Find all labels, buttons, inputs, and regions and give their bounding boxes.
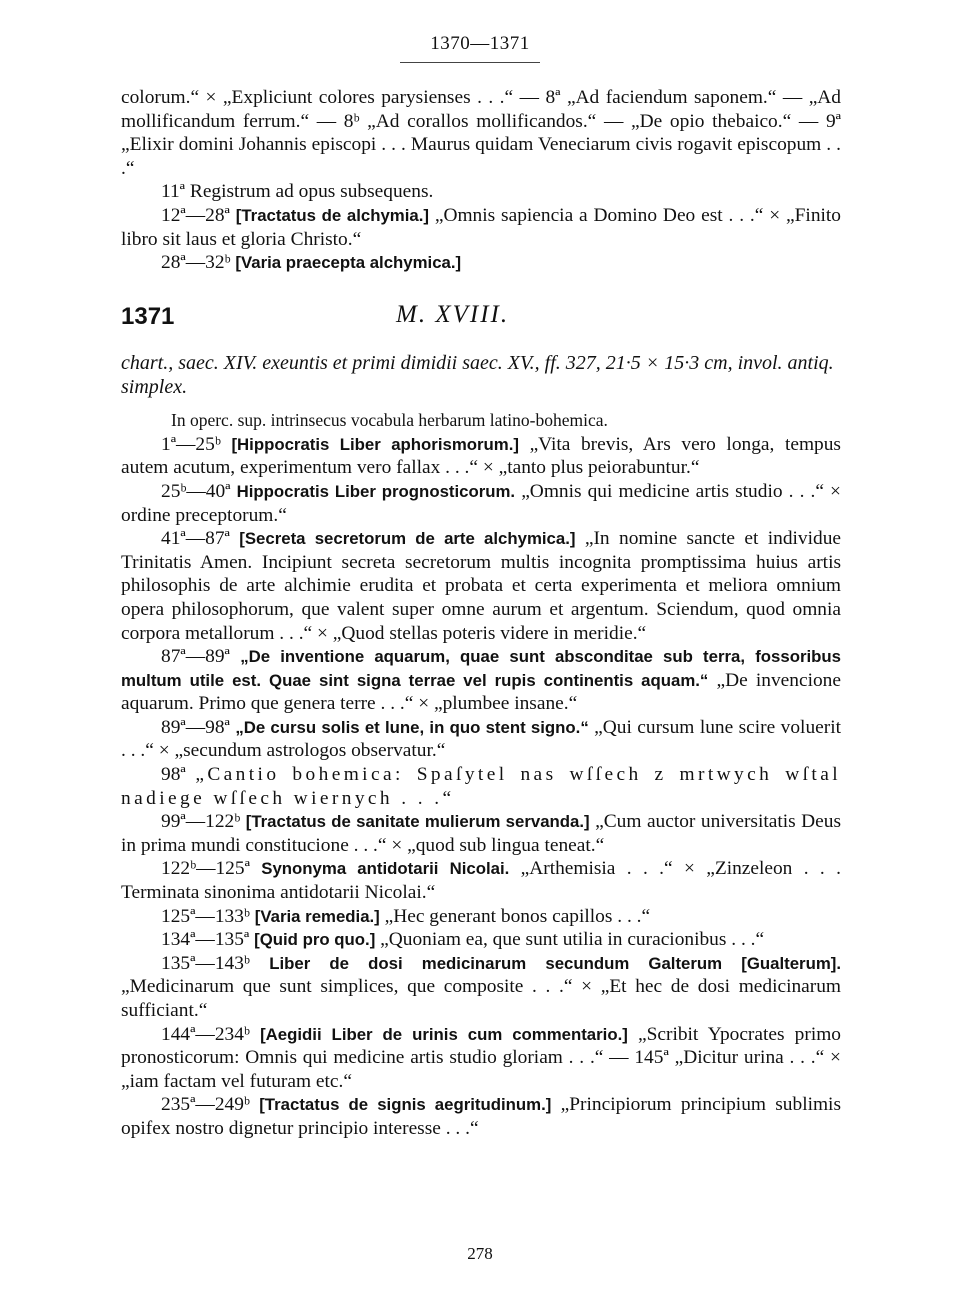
entry-title: [Secreta secretorum de arte alchymica.] (239, 529, 576, 549)
entry-range: 99ª—122ᵇ (161, 811, 241, 833)
entry (121, 810, 841, 857)
entry-range: 87ª—89ª (161, 646, 230, 668)
entry-range: 122ᵇ—125ª (161, 858, 250, 880)
entry-text: „Cantio bohemica: Spaſytel nas wſſech z mrtwych wſtal nadiege wſſech wiernych . . .“ (121, 764, 841, 809)
page-number: 278 (467, 1244, 493, 1263)
entry-range: 1ª—25ᵇ (161, 433, 221, 455)
entry-prev-11 (121, 180, 841, 204)
entry-range: 98ª (161, 764, 186, 786)
continued-paragraph: colorum.“ × „Expliciunt colores parysienses . . .“ — 8ª „Ad faciendum saponem.“ — „Ad mollificandum ferrum.“ — 8ᵇ „Ad corallos mollificandos.“ — „De opio thebaico.“ — 9ª „Elixir domini Johannis episcopi . . . Maurus quidam Veneciarum civis rogavit episcopum . . .“ (121, 87, 841, 179)
entry-title: [Varia remedia.] (254, 906, 380, 926)
header-rule (400, 62, 540, 63)
entry-text: Registrum ad opus subsequens. (189, 181, 434, 203)
entry-title: Liber de dosi medicinarum secundum Galterum [Gualterum]. (269, 953, 841, 973)
entry-title: [Tractatus de sanitate mulierum servanda.] (245, 812, 590, 832)
entry-text: „Principiorum principium sublimis opifex nostro dignetur principio interesse . . .“ (121, 1094, 841, 1139)
entry-title: „De cursu solis et lune, in quo stent signo.“ (235, 717, 589, 737)
entry-title: [Tractatus de signis aegritudinum.] (259, 1095, 552, 1115)
entry-prev-28 (121, 251, 841, 275)
entry-range: 12ª—28ª (161, 204, 230, 226)
entry-text: „Omnis qui medicine artis studio . . .“ × ordine preceptorum.“ (121, 480, 841, 526)
entry-range: 11ª (161, 181, 186, 203)
entry-text: „De invencione aquarum. Primo que genera terre . . .“ × „plumbee insane.“ (121, 669, 841, 715)
entry-text: „Medicinarum que sunt simplices, que composite . . .“ × „Et hec de dosi medicinarum sufficiant.“ (121, 976, 841, 1021)
entry-list (121, 433, 841, 1141)
entry-range: 135ª—143ᵇ (161, 952, 250, 974)
entry-text: „Omnis sapiencia a Domino Deo est . . .“ × „Finito libro sit laus et gloria Christo.“ (121, 204, 841, 250)
manuscript-description: chart., saec. XIV. exeuntis et primi dimidii saec. XV., ff. 327, 21·5 × 15·3 cm, invol. antiq. simplex. (121, 351, 834, 398)
entry-range: 125ª—133ᵇ (161, 905, 250, 927)
entry-text: „Quoniam ea, que sunt utilia in curacionibus . . .“ (380, 929, 765, 951)
entry-text: „Vita brevis, Ars vero longa, tempus autem acutum, experimentum vero fallax . . .“ × „tanto plus peiorabuntur.“ (121, 433, 841, 479)
entry-range: 144ª—234ᵇ (161, 1023, 250, 1045)
entry-text: „In nomine sancte et individue Trinitatis Amen. Incipiunt secreta secretorum multis incognita promptissima huius artis philosophis de arte alchimie erudita et probata et certa experimenta et meliora omnium opera philosophorum, que valent super omne aurum et argentum. Sciendum, quod omnia corpora metallorum . . .“ × „Quod stellas poteris videre in meridie.“ (121, 528, 841, 644)
manuscript-note: In operc. sup. intrinsecus vocabula herbarum latino-bohemica. (171, 409, 608, 430)
entry (121, 716, 841, 763)
entry-range: 235ª—249ᵇ (161, 1094, 250, 1116)
entry-text: „Qui cursum lune scire voluerit . . .“ × „secundum astrologos observatur.“ (121, 716, 841, 762)
entry (121, 952, 841, 1023)
entry (121, 928, 841, 952)
entry-range: 41ª—87ª (161, 528, 230, 550)
entry-title: [Varia praecepta alchymica.] (235, 253, 462, 273)
entry-title: [Tractatus de alchymia.] (235, 205, 429, 225)
entry-title: Synonyma antidotarii Nicolai. (261, 859, 510, 879)
entry-range: 134ª—135ª (161, 929, 250, 951)
entry-title: „De inventione aquarum, quae sunt absconditae sub terra, fossoribus multum utile est. Quae sint signa terrae vel rupis continentis aquam.“ (121, 647, 841, 690)
manuscript-shelfmark: M. XVIII. (396, 300, 510, 328)
text-column (121, 86, 841, 1141)
entry-range: 89ª—98ª (161, 716, 230, 738)
entry (121, 527, 841, 645)
entry (121, 857, 841, 904)
entry-text: „Cum auctor universitatis Deus in prima mundi constitucione . . .“ × „quod sub lingua teneat.“ (121, 811, 842, 856)
entry (121, 645, 841, 716)
entry (121, 763, 841, 810)
entry-title: Hippocratis Liber prognosticorum. (236, 481, 516, 501)
entry-text: „Hec generant bonos capillos . . .“ (384, 905, 651, 927)
entry (121, 905, 841, 929)
entry-range: 25ᵇ—40ª (161, 480, 231, 502)
entry (121, 1023, 841, 1094)
entry-range: 28ª—32ᵇ (161, 252, 231, 274)
entry (121, 480, 841, 527)
entry-title: [Hippocratis Liber aphorismorum.] (231, 434, 519, 454)
page-header: 1370—1371 (430, 33, 530, 54)
entry-prev-12 (121, 204, 841, 251)
entry-title: [Aegidii Liber de urinis cum commentario.] (260, 1024, 628, 1044)
manuscript-number: 1371 (121, 302, 175, 330)
manuscript-heading (121, 297, 841, 351)
entry (121, 1093, 841, 1140)
entry-title: [Quid pro quo.] (254, 930, 376, 950)
entry-text: „Scribit Ypocrates primo pronosticorum: Omnis qui medicine artis studio gloriam . . .“ — 145ª „Dicitur urina . . .“ × „iam factam vel futuram etc.“ (121, 1023, 841, 1092)
entry-text: „Arthemisia . . .“ × „Zinzeleon . . . Terminata sinonima antidotarii Nicolai.“ (121, 858, 841, 904)
entry (121, 433, 841, 480)
